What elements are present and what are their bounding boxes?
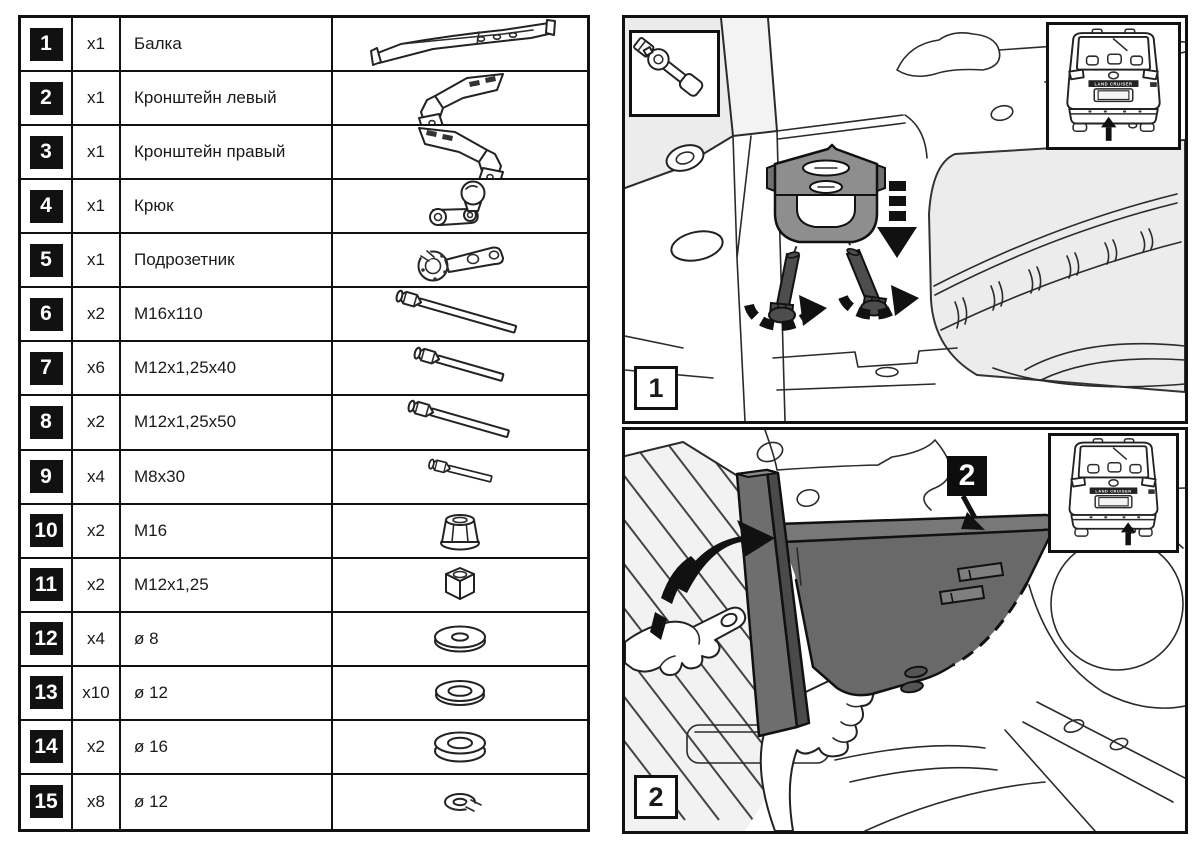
step-number: 1 xyxy=(648,372,664,403)
part-number-badge: 9 xyxy=(30,460,63,493)
table-row xyxy=(21,667,587,721)
table-row xyxy=(21,505,587,559)
part-name: ø 8 xyxy=(121,613,333,665)
table-row xyxy=(21,559,587,613)
part-number-badge: 7 xyxy=(30,352,63,385)
part-name: ø 16 xyxy=(121,721,333,773)
part-qty: x1 xyxy=(73,234,121,286)
vehicle-rear-icon xyxy=(1050,26,1177,146)
part-qty: x1 xyxy=(73,180,121,232)
part-name: Крюк xyxy=(121,180,333,232)
part-callout-number: 2 xyxy=(958,459,976,492)
part-callout xyxy=(947,456,987,496)
part-number-badge: 1 xyxy=(30,28,63,61)
part-name: M16 xyxy=(121,505,333,557)
table-row xyxy=(21,396,587,450)
spring-washer-icon xyxy=(333,775,587,829)
bolt-m16x110-icon xyxy=(333,288,587,340)
part-qty: x2 xyxy=(73,505,121,557)
step-number-box xyxy=(634,366,678,410)
part-name: Кронштейн правый xyxy=(121,126,333,178)
table-row xyxy=(21,234,587,288)
part-name: M12x1,25x50 xyxy=(121,396,333,448)
socket-plate-icon xyxy=(333,234,587,286)
part-number-badge: 12 xyxy=(30,622,63,655)
part-number-badge: 11 xyxy=(30,568,63,601)
table-row xyxy=(21,18,587,72)
vehicle-badge-text: LAND CRUISER xyxy=(1094,81,1133,87)
part-qty: x4 xyxy=(73,451,121,503)
part-qty: x1 xyxy=(73,126,121,178)
part-name: Кронштейн левый xyxy=(121,72,333,124)
part-number-badge: 14 xyxy=(30,730,63,763)
part-qty: x2 xyxy=(73,288,121,340)
bolt-m12x50-icon xyxy=(333,396,587,448)
part-qty: x4 xyxy=(73,613,121,665)
part-name: Подрозетник xyxy=(121,234,333,286)
diagram-step-2 xyxy=(622,427,1188,834)
vehicle-rear-icon xyxy=(1053,437,1174,549)
table-row xyxy=(21,451,587,505)
diagram-step-1 xyxy=(622,15,1188,424)
bolt-m12x40-icon xyxy=(333,342,587,394)
part-qty: x1 xyxy=(73,72,121,124)
part-number-badge: 3 xyxy=(30,136,63,169)
part-number-badge: 10 xyxy=(30,514,63,547)
table-row xyxy=(21,721,587,775)
ratchet-wrench-icon xyxy=(633,34,717,114)
part-name: M8x30 xyxy=(121,451,333,503)
table-row xyxy=(21,288,587,342)
part-number-badge: 8 xyxy=(30,406,63,439)
bracket-right-icon xyxy=(333,126,587,178)
towball-icon xyxy=(333,180,587,232)
part-name: ø 12 xyxy=(121,775,333,829)
part-number-badge: 4 xyxy=(30,190,63,223)
part-qty: x2 xyxy=(73,721,121,773)
part-qty: x1 xyxy=(73,18,121,70)
vehicle-badge-text: LAND CRUISER xyxy=(1095,488,1132,494)
part-qty: x6 xyxy=(73,342,121,394)
part-qty: x2 xyxy=(73,396,121,448)
wrench-tool-inset xyxy=(629,30,720,117)
parts-table xyxy=(18,15,590,832)
flat-washer-icon xyxy=(333,613,587,665)
part-name: Балка xyxy=(121,18,333,70)
step-number-box xyxy=(634,775,678,819)
part-name: M12x1,25x40 xyxy=(121,342,333,394)
part-number-badge: 5 xyxy=(30,244,63,277)
flange-nut-icon xyxy=(333,505,587,557)
thick-washer-icon xyxy=(333,721,587,773)
table-row xyxy=(21,72,587,126)
part-qty: x8 xyxy=(73,775,121,829)
part-name: ø 12 xyxy=(121,667,333,719)
table-row xyxy=(21,126,587,180)
part-number-badge: 6 xyxy=(30,298,63,331)
part-name: M12x1,25 xyxy=(121,559,333,611)
step-number: 2 xyxy=(648,781,664,812)
table-row xyxy=(21,613,587,667)
vehicle-rear-inset xyxy=(1048,433,1179,553)
part-qty: x10 xyxy=(73,667,121,719)
part-number-badge: 15 xyxy=(30,785,63,818)
part-number-badge: 2 xyxy=(30,82,63,115)
vehicle-rear-inset xyxy=(1046,22,1181,150)
bolt-m8x30-icon xyxy=(333,451,587,503)
part-name: M16x110 xyxy=(121,288,333,340)
flat-washer-icon xyxy=(333,667,587,719)
table-row xyxy=(21,180,587,234)
table-row xyxy=(21,775,587,829)
part-number-badge: 13 xyxy=(30,676,63,709)
part-qty: x2 xyxy=(73,559,121,611)
beam-icon xyxy=(333,18,587,70)
hex-nut-icon xyxy=(333,559,587,611)
table-row xyxy=(21,342,587,396)
bracket-left-icon xyxy=(333,72,587,124)
